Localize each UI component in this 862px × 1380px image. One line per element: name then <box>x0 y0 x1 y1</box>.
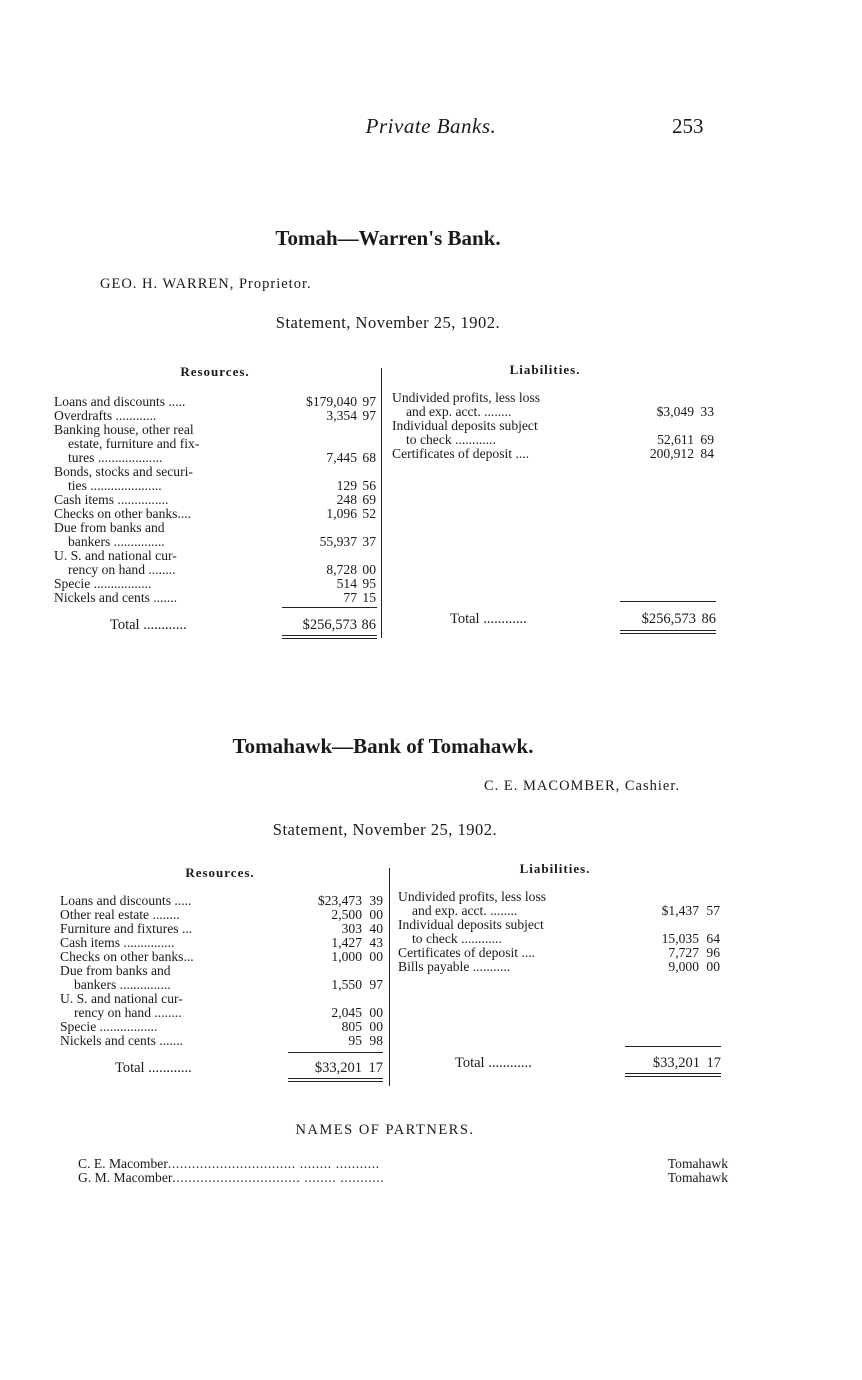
liabilities-total-row <box>450 611 716 628</box>
entry-label: bankers ............... <box>68 534 165 549</box>
subtotal-rule <box>620 601 716 602</box>
amount-dollars: 1,550 <box>331 977 362 992</box>
statement-date: Statement, November 25, 1902. <box>275 313 501 332</box>
amount-cents: 69 <box>700 432 714 447</box>
subtotal-rule <box>288 1052 383 1053</box>
entry-label: rency on hand ........ <box>68 562 176 577</box>
statement-date: Statement, November 25, 1902. <box>272 820 498 839</box>
amount-cents: 00 <box>369 907 383 922</box>
amount-dollars: $23,473 <box>317 893 362 908</box>
total-cents: 86 <box>701 611 716 627</box>
amount-dollars: 303 <box>341 921 362 936</box>
entry-row <box>398 932 720 946</box>
partners-heading: NAMES OF PARTNERS. <box>295 1122 475 1138</box>
entry-label: Certificates of deposit .... <box>392 446 530 461</box>
entry-label: Checks on other banks.... <box>54 506 192 521</box>
amount-dollars: $3,049 <box>656 404 694 419</box>
amount-cents: 97 <box>369 977 383 992</box>
column-divider <box>389 868 390 1086</box>
partner-row <box>78 1157 728 1171</box>
leader-dots: ................................ ........ ........... <box>172 1171 385 1185</box>
amount-dollars: 2,500 <box>331 907 362 922</box>
entry-label: Loans and discounts ..... <box>60 893 192 908</box>
entry-label: Due from banks and <box>60 963 171 978</box>
liabilities-list <box>398 890 720 974</box>
entry-label: Bonds, stocks and securi- <box>54 464 193 479</box>
amount-cents: 98 <box>369 1033 383 1048</box>
amount-dollars: 1,427 <box>331 935 362 950</box>
entry-row <box>54 563 376 577</box>
entry-label: Bills payable ........... <box>398 959 511 974</box>
entry-row <box>60 894 383 908</box>
resources-list <box>60 894 383 1048</box>
partners-list <box>78 1157 728 1185</box>
entry-label: Checks on other banks... <box>60 949 194 964</box>
column-divider <box>381 368 382 638</box>
liabilities-list <box>392 391 714 461</box>
entry-label: Other real estate ........ <box>60 907 180 922</box>
amount-cents: 57 <box>706 903 720 918</box>
liabilities-heading: Liabilities. <box>519 861 591 876</box>
amount-dollars: 200,912 <box>649 446 694 461</box>
entry-label: Loans and discounts ..... <box>54 394 186 409</box>
entry-label: Nickels and cents ....... <box>54 590 178 605</box>
total-label: Total ............ <box>450 611 527 627</box>
amount-dollars: 9,000 <box>668 959 699 974</box>
page-number: 253 <box>672 114 704 138</box>
entry-label: Cash items ............... <box>54 492 169 507</box>
bank-title: Tomah—Warren's Bank. <box>275 226 501 250</box>
entry-label: Undivided profits, less loss <box>392 390 541 405</box>
amount-cents: 37 <box>362 534 376 549</box>
entry-label: rency on hand ........ <box>74 1005 182 1020</box>
amount-dollars: 2,045 <box>331 1005 362 1020</box>
entry-row <box>398 918 720 932</box>
entry-label: Cash items ............... <box>60 935 175 950</box>
total-cents: 17 <box>706 1055 721 1071</box>
entry-label: bankers ............... <box>74 977 171 992</box>
amount-cents: 84 <box>700 446 714 461</box>
entry-row <box>392 419 714 433</box>
entry-row <box>60 1034 383 1048</box>
resources-heading: Resources. <box>185 865 255 880</box>
entry-row <box>398 946 720 960</box>
bank-officer: GEO. H. WARREN, Proprietor. <box>100 276 312 292</box>
amount-dollars: 129 <box>336 478 357 493</box>
entry-label: U. S. and national cur- <box>60 991 183 1006</box>
leader-dots: ................................ ........ ........... <box>167 1157 380 1171</box>
entry-label: Individual deposits subject <box>392 418 538 433</box>
total-double-rule <box>282 635 377 639</box>
entry-label: Specie ................. <box>60 1019 158 1034</box>
amount-dollars: 55,937 <box>319 534 357 549</box>
amount-cents: 96 <box>706 945 720 960</box>
bank-title: Tomahawk—Bank of Tomahawk. <box>232 734 534 758</box>
entry-label: Certificates of deposit .... <box>398 945 536 960</box>
amount-dollars: 52,611 <box>657 432 694 447</box>
total-label: Total ............ <box>455 1055 532 1071</box>
amount-dollars: 1,000 <box>331 949 362 964</box>
entry-row <box>54 507 376 521</box>
entry-label: U. S. and national cur- <box>54 548 177 563</box>
total-cents: 17 <box>368 1060 383 1076</box>
total-double-rule <box>288 1078 383 1082</box>
total-dollars: $256,573 <box>641 611 696 627</box>
amount-dollars: 7,727 <box>668 945 699 960</box>
amount-cents: 97 <box>362 394 376 409</box>
entry-row <box>392 405 714 419</box>
amount-dollars: 805 <box>341 1019 362 1034</box>
entry-row <box>54 493 376 507</box>
entry-label: to check ............ <box>412 931 502 946</box>
amount-dollars: 514 <box>336 576 357 591</box>
entry-label: and exp. acct. ........ <box>406 404 512 419</box>
amount-cents: 15 <box>362 590 376 605</box>
entry-label: Overdrafts ............ <box>54 408 157 423</box>
amount-dollars: 15,035 <box>661 931 699 946</box>
entry-row <box>398 960 720 974</box>
entry-row <box>54 423 376 437</box>
bank-officer: C. E. MACOMBER, Cashier. <box>484 778 680 794</box>
entry-row <box>54 535 376 549</box>
entry-label: Undivided profits, less loss <box>398 889 547 904</box>
amount-cents: 00 <box>369 1005 383 1020</box>
entry-label: ties ..................... <box>68 478 162 493</box>
resources-list <box>54 395 376 605</box>
entry-row <box>392 433 714 447</box>
total-double-rule <box>625 1073 721 1077</box>
subtotal-rule <box>282 607 377 608</box>
amount-dollars: 8,728 <box>326 562 357 577</box>
total-label: Total ............ <box>110 617 187 633</box>
entry-row <box>54 395 376 409</box>
entry-row <box>54 479 376 493</box>
entry-row <box>392 391 714 405</box>
amount-cents: 52 <box>362 506 376 521</box>
amount-cents: 68 <box>362 450 376 465</box>
entry-row <box>60 950 383 964</box>
partner-name: G. M. Macomber <box>78 1170 173 1185</box>
entry-row <box>398 904 720 918</box>
entry-label: to check ............ <box>406 432 496 447</box>
entry-row <box>54 437 376 451</box>
partner-name: C. E. Macomber <box>78 1156 168 1171</box>
entry-label: Specie ................. <box>54 576 152 591</box>
amount-cents: 43 <box>369 935 383 950</box>
amount-dollars: $179,040 <box>306 394 357 409</box>
subtotal-rule <box>625 1046 721 1047</box>
total-dollars: $33,201 <box>314 1060 362 1076</box>
amount-cents: 64 <box>706 931 720 946</box>
amount-dollars: 1,096 <box>326 506 357 521</box>
partner-town: Tomahawk <box>667 1170 728 1185</box>
resources-total-row <box>115 1060 383 1077</box>
entry-label: and exp. acct. ........ <box>412 903 518 918</box>
entry-row <box>60 1020 383 1034</box>
resources-heading: Resources. <box>180 364 250 379</box>
entry-row <box>54 451 376 465</box>
amount-dollars: 3,354 <box>326 408 357 423</box>
entry-row <box>54 465 376 479</box>
amount-cents: 95 <box>362 576 376 591</box>
amount-cents: 00 <box>362 562 376 577</box>
resources-total-row <box>110 617 376 634</box>
amount-cents: 33 <box>700 404 714 419</box>
entry-row <box>60 922 383 936</box>
entry-row <box>54 577 376 591</box>
amount-dollars: 248 <box>336 492 357 507</box>
entry-row <box>54 409 376 423</box>
total-double-rule <box>620 630 716 634</box>
entry-row <box>60 992 383 1006</box>
partner-row <box>78 1171 728 1185</box>
amount-cents: 40 <box>369 921 383 936</box>
liabilities-heading: Liabilities. <box>509 362 581 377</box>
entry-label: Nickels and cents ....... <box>60 1033 184 1048</box>
amount-cents: 56 <box>362 478 376 493</box>
entry-row <box>392 447 714 461</box>
amount-cents: 97 <box>362 408 376 423</box>
entry-label: tures ................... <box>68 450 163 465</box>
amount-cents: 00 <box>369 1019 383 1034</box>
amount-cents: 00 <box>706 959 720 974</box>
total-label: Total ............ <box>115 1060 192 1076</box>
entry-row <box>60 978 383 992</box>
entry-row <box>54 591 376 605</box>
amount-cents: 00 <box>369 949 383 964</box>
entry-row <box>54 521 376 535</box>
entry-label: Individual deposits subject <box>398 917 544 932</box>
entry-row <box>60 964 383 978</box>
entry-label: estate, furniture and fix- <box>68 436 200 451</box>
entry-row <box>54 549 376 563</box>
partner-town: Tomahawk <box>667 1156 728 1171</box>
amount-dollars: $1,437 <box>661 903 699 918</box>
total-cents: 86 <box>361 617 376 633</box>
entry-row <box>60 936 383 950</box>
entry-row <box>60 908 383 922</box>
total-dollars: $33,201 <box>652 1055 700 1071</box>
entry-label: Due from banks and <box>54 520 165 535</box>
amount-dollars: 95 <box>348 1033 362 1048</box>
entry-row <box>398 890 720 904</box>
liabilities-total-row <box>455 1055 721 1072</box>
total-dollars: $256,573 <box>302 617 357 633</box>
amount-cents: 69 <box>362 492 376 507</box>
entry-label: Furniture and fixtures ... <box>60 921 193 936</box>
amount-dollars: 7,445 <box>326 450 357 465</box>
entry-label: Banking house, other real <box>54 422 194 437</box>
entry-row <box>60 1006 383 1020</box>
amount-cents: 39 <box>369 893 383 908</box>
amount-dollars: 77 <box>343 590 357 605</box>
running-title: Private Banks. <box>365 114 497 138</box>
